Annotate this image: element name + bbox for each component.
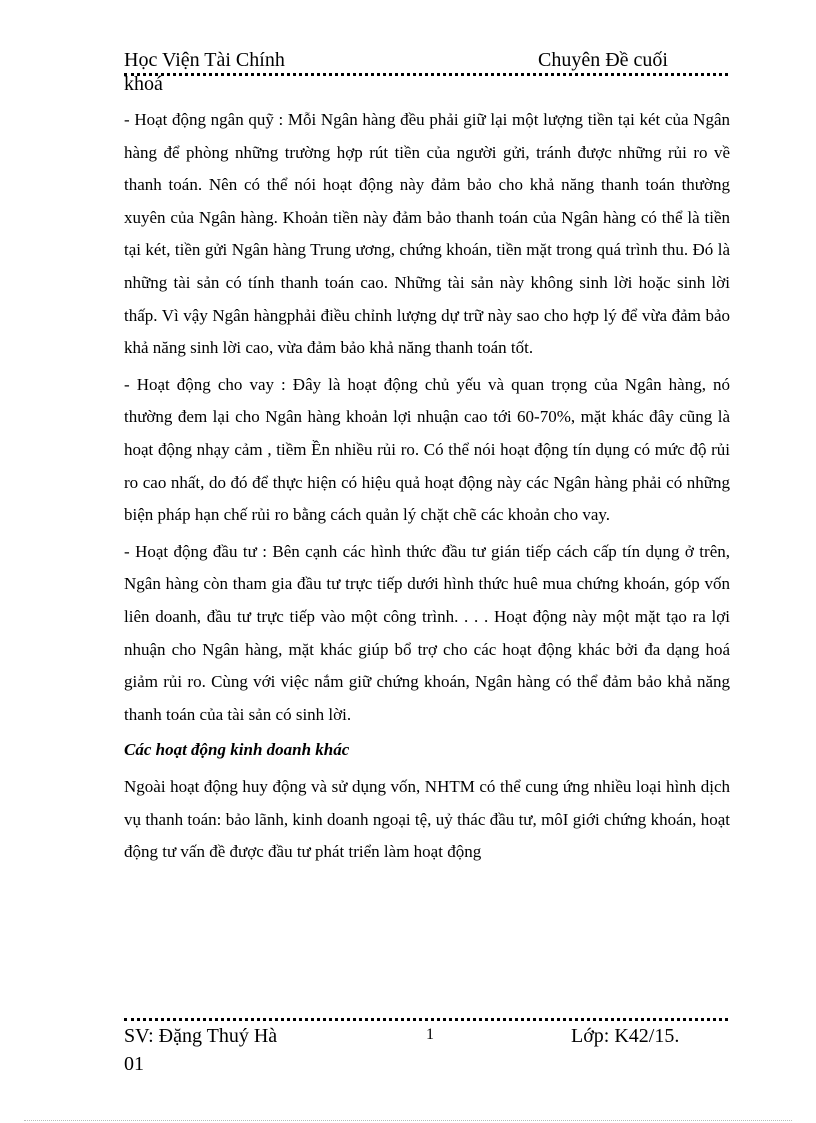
header-document-type-wrap: khoá — [124, 73, 163, 95]
paragraph-treasury: - Hoạt động ngân quỹ : Mỗi Ngân hàng đều phải giữ lại một lượng tiền tại két của Ngân hàng để phòng những trường hợp rút tiền của người gửi, tránh được những rủi ro về thanh toán. Nên có thể nói hoạt động này đảm bảo cho khả năng thanh toán thường xuyên của Ngân hàng. Khoản tiền này đảm bảo thanh toán của Ngân hàng có thể là tiền tại két, tiền gửi Ngân hàng Trung ương, chứng khoán, tiền mặt trong quá trình thu. Đó là những tài sản có tính thanh toán cao. Những tài sản này không sinh lời hoặc sinh lời thấp. Vì vậy Ngân hàngphải điều chỉnh lượng dự trữ này sao cho hợp lý để vừa đảm bảo khả năng sinh lời cao, vừa đảm bảo khả năng thanh toán tốt. — [124, 110, 730, 358]
page-footer — [124, 1018, 728, 1078]
header-divider — [124, 73, 728, 76]
paragraph-lending: - Hoạt động cho vay : Đây là hoạt động chủ yếu và quan trọng của Ngân hàng, nó thường đem lại cho Ngân hàng khoản lợi nhuận cao tới 60-70%, mặt khác đây cũng là hoạt động nhạy cảm , tiềm Ền nhiều rủi ro. Có thể nói hoạt động tín dụng có mức độ rủi ro cao nhất, do đó để thực hiện có hiệu quả hoạt động này các Ngân hàng phải có những biện pháp hạn chế rủi ro bằng cách quản lý chặt chẽ các khoản cho vay. — [124, 374, 730, 525]
footer-student: SV: Đặng Thuý Hà — [124, 1025, 278, 1047]
page-body — [124, 104, 730, 873]
footer-class: Lớp: K42/15. — [571, 1025, 680, 1047]
paragraph-investment: - Hoạt động đầu tư : Bên cạnh các hình thức đầu tư gián tiếp cách cấp tín dụng ở trên, Ngân hàng còn tham gia đầu tư trực tiếp dưới hình thức huê mua chứng khoán, góp vốn liên doanh, đầu tư trực tiếp vào một công trình. . . . Hoạt động này một mặt tạo ra lợi nhuận cho Ngân hàng, mặt khác giúp bổ trợ cho các hoạt động khác bởi đa dạng hoá giảm rủi ro. Cùng với việc nắm giữ chứng khoán, Ngân hàng có thể đảm bảo khả năng thanh toán của tài sản có sinh lời. — [124, 541, 730, 724]
header-institution: Học Viện Tài Chính — [124, 49, 285, 71]
header-document-type: Chuyên Đề cuối — [538, 49, 668, 71]
section-heading: Các hoạt động kinh doanh khác — [124, 740, 350, 760]
page-bottom-edge — [24, 1120, 792, 1121]
page-number: 1 — [426, 1026, 434, 1043]
paragraph-other-services: Ngoài hoạt động huy động và sử dụng vốn, NHTM có thể cung ứng nhiều loại hình dịch vụ thanh toán: bảo lãnh, kinh doanh ngoại tệ, uỷ thác đầu tư, môI giới chứng khoán, hoạt động tư vấn đề được đầu tư phát triển làm hoạt động — [124, 777, 730, 862]
page-header — [124, 48, 728, 96]
footer-divider — [124, 1018, 728, 1021]
footer-student-wrap: 01 — [124, 1053, 144, 1075]
